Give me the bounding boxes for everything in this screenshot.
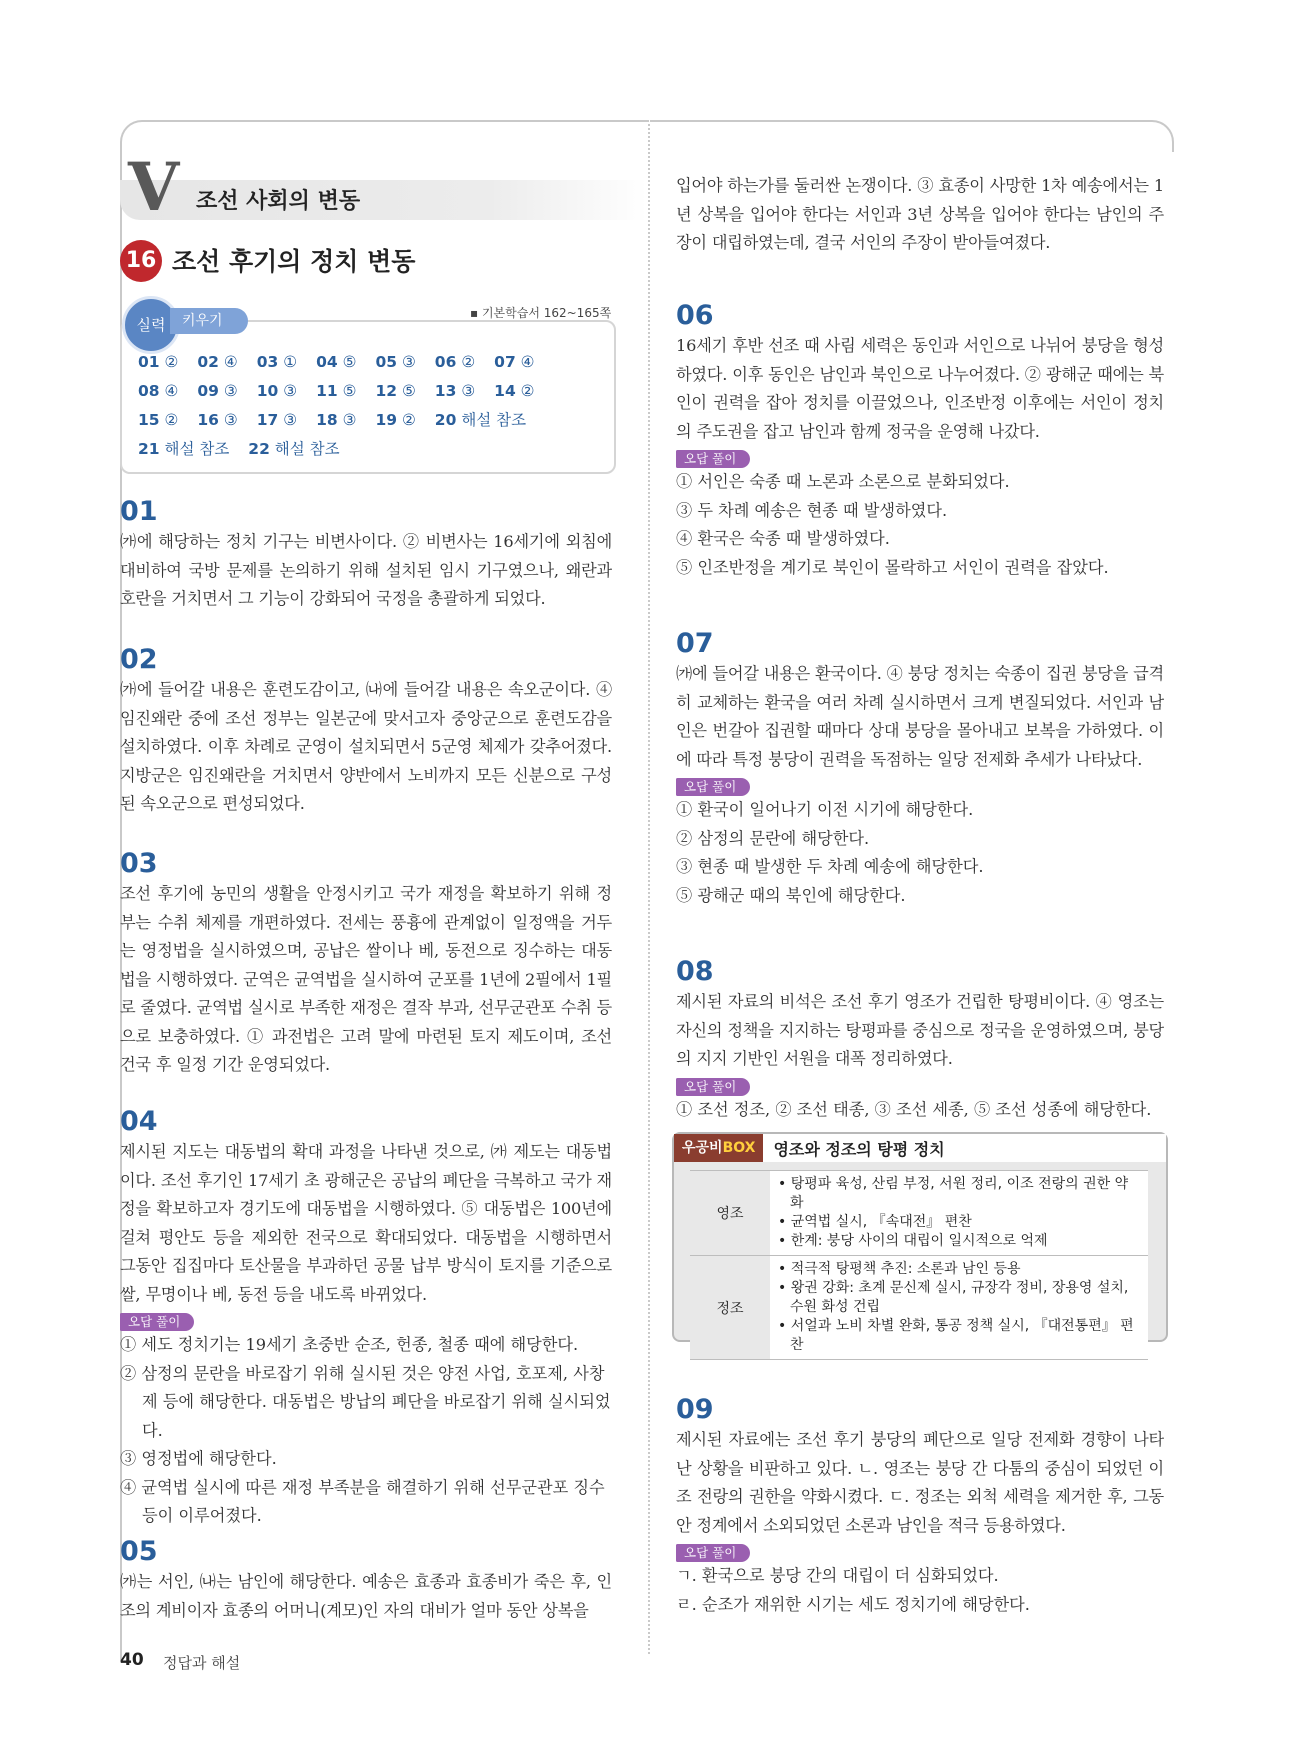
wrong-answer-item: ㄱ. 환국으로 붕당 간의 대립이 더 심화되었다. xyxy=(676,1566,999,1585)
answer-item: 18 ③ xyxy=(316,411,357,429)
wrong-answer-item: ① 조선 정조, ② 조선 태종, ③ 조선 세종, ⑤ 조선 성종에 해당한다. xyxy=(676,1099,1152,1119)
answer-item: 05 ③ xyxy=(375,353,416,371)
wrong-answer-item: ① 서인은 숙종 때 노론과 소론으로 분화되었다. xyxy=(676,472,1010,491)
question-02 xyxy=(120,644,612,819)
question-number: 04 xyxy=(120,1106,158,1137)
explanation-text: ㈎는 서인, ㈏는 남인에 해당한다. 예송은 효종과 효종비가 죽은 후, 인조의 계비이자 효종의 어머니(계모)인 자의 대비가 얼마 동안 상복을 xyxy=(120,1572,612,1620)
answer-item: 10 ③ xyxy=(256,382,298,400)
footer-label: 정답과 해설 xyxy=(163,1654,241,1672)
wrong-answer-item: ③ 현종 때 발생한 두 차례 예송에 해당한다. xyxy=(676,857,984,876)
wrong-answer-label: 오답 풀이 xyxy=(676,450,750,468)
lesson-title: 조선 후기의 정치 변동 xyxy=(172,247,416,276)
summary-box-title: 영조와 정조의 탕평 정치 xyxy=(773,1139,945,1159)
summary-table xyxy=(690,1170,1148,1360)
answer-item: 01 ② xyxy=(138,353,179,371)
policy-cell: • 적극적 탕평책 추진: 소론과 남인 등용 • 왕권 강화: 초계 문신제 실시, 규장각 정비, 장용영 설치, 수원 화성 건립 • 서얼과 노비 차별 완화, 통공 정책 실시, 『대전통편』 편찬 xyxy=(770,1256,1148,1360)
answer-item: 17 ③ xyxy=(256,411,298,429)
question-01 xyxy=(120,496,612,614)
answer-item: 06 ② xyxy=(434,353,476,371)
answer-item: 07 ④ xyxy=(494,353,535,371)
answer-item: 02 ④ xyxy=(197,353,238,371)
summary-box-header xyxy=(674,1134,1166,1162)
answer-item: 21 해설 참조 xyxy=(138,440,230,458)
wrong-answer-item: ④ 균역법 실시에 따른 재정 부족분을 해결하기 위해 선무군관포 징수 등이 이루어졌다. xyxy=(120,1477,605,1525)
chapter-numeral: V xyxy=(128,148,180,226)
page-number: 40 xyxy=(120,1650,144,1670)
explanation-text: ㈎에 들어갈 내용은 환국이다. ④ 붕당 정치는 숙종이 집권 붕당을 급격히 교체하는 환국을 여러 차례 실시하면서 크게 변질되었다. 서인과 남인은 번갈아 집권할 때마다 상대 붕당을 몰아내고 보복을 가하였다. 이에 따라 특정 붕당이 권력을 독점하는 일당 전제화 추세가 나타났다. xyxy=(676,664,1164,769)
question-05 xyxy=(120,1536,612,1625)
answer-item: 14 ② xyxy=(494,382,535,400)
question-number: 07 xyxy=(676,628,714,659)
answer-item: 13 ③ xyxy=(434,382,476,400)
wrong-answer-item: ① 환국이 일어나기 이전 시기에 해당한다. xyxy=(676,800,974,819)
wrong-answer-label: 오답 풀이 xyxy=(676,778,750,796)
explanation-text: ㈎에 들어갈 내용은 훈련도감이고, ㈏에 들어갈 내용은 속오군이다. ④ 임진왜란 중에 조선 정부는 일본군에 맞서고자 중앙군으로 훈련도감을 설치하였다. 이후 차례로 군영이 설치되면서 5군영 체제가 갖추어졌다. 지방군은 임진왜란을 거치면서 양반에서 노비까지 모든 신분으로 구성된 속오군으로 편성되었다. xyxy=(120,680,612,813)
explanation-text: 16세기 후반 선조 때 사림 세력은 동인과 서인으로 나뉘어 붕당을 형성하였다. 이후 동인은 남인과 북인으로 나누어졌다. ② 광해군 때에는 북인이 권력을 잡아 정치를 이끌었으나, 인조반정 이후에는 서인이 정치의 주도권을 잡고 남인과 함께 정국을 운영해 나갔다. xyxy=(676,336,1164,441)
answer-item: 11 ⑤ xyxy=(316,382,357,400)
answer-item: 12 ⑤ xyxy=(375,382,416,400)
king-cell: 정조 xyxy=(690,1256,770,1360)
answer-item: 09 ③ xyxy=(197,382,238,400)
wrong-answer-item: ② 삼정의 문란을 바로잡기 위해 실시된 것은 양전 사업, 호포제, 사창제 등에 해당한다. 대동법은 방납의 폐단을 바로잡기 위해 실시되었다. xyxy=(120,1363,611,1440)
wrong-answer-label: 오답 풀이 xyxy=(120,1313,194,1331)
answer-item: 20 해설 참조 xyxy=(434,411,527,429)
explanation-text: ㈎에 해당하는 정치 기구는 비변사이다. ② 비변사는 16세기에 외침에 대비하여 국방 문제를 논의하기 위해 설치된 임시 기구였으나, 왜란과 호란을 거치면서 그 기능이 강화되어 국정을 총괄하게 되었다. xyxy=(120,532,612,608)
wrong-answer-item: ⑤ 인조반정을 계기로 북인이 몰락하고 서인이 권력을 잡았다. xyxy=(676,557,1109,577)
wrong-answer-item: ③ 영정법에 해당한다. xyxy=(120,1449,277,1468)
explanation-text: 제시된 지도는 대동법의 확대 과정을 나타낸 것으로, ㈎ 제도는 대동법이다. 조선 후기인 17세기 초 광해군은 공납의 폐단을 극복하고 국가 재정을 확보하고자 경기도에 대동법을 시행하였다. ⑤ 대동법은 100년에 걸쳐 평안도 등을 제외한 전국으로 확대되었다. 대동법을 시행하면서 그동안 집집마다 토산물을 부과하던 공물 납부 방식이 토지를 기준으로 쌀, 무명이나 베, 동전 등을 내도록 바뀌었다. xyxy=(120,1142,612,1304)
answer-item: 15 ② xyxy=(138,411,179,429)
answer-item: 16 ③ xyxy=(197,411,238,429)
reference-note: ▪ 기본학습서 162~165쪽 xyxy=(470,306,612,320)
king-cell: 영조 xyxy=(690,1171,770,1256)
question-number: 02 xyxy=(120,644,158,675)
answer-item: 04 ⑤ xyxy=(316,353,357,371)
answer-item: 08 ④ xyxy=(138,382,179,400)
question-number: 09 xyxy=(676,1394,714,1425)
question-number: 01 xyxy=(120,496,158,527)
question-number: 08 xyxy=(676,956,714,987)
chapter-title: 조선 사회의 변동 xyxy=(196,189,361,214)
question-number: 03 xyxy=(120,848,158,879)
explanation-text: 입어야 하는가를 둘러싼 논쟁이다. ③ 효종이 사망한 1차 예송에서는 1년 상복을 입어야 한다는 서인과 3년 상복을 입어야 한다는 남인의 주장이 대립하였는데, 결국 서인의 주장이 받아들여졌다. xyxy=(676,176,1164,252)
wrong-answer-label: 오답 풀이 xyxy=(676,1078,750,1096)
wrong-answer-label: 오답 풀이 xyxy=(676,1544,750,1562)
question-07 xyxy=(676,628,1164,910)
lesson-number-badge: 16 xyxy=(120,240,162,282)
answer-tab-badge: 실력 xyxy=(122,296,180,354)
explanation-text: 제시된 자료에는 조선 후기 붕당의 폐단으로 일당 전제화 경향이 나타난 상황을 비판하고 있다. ㄴ. 영조는 붕당 간 다툼의 중심이 되었던 이조 전랑의 권한을 약화시켰다. ㄷ. 정조는 외척 세력을 제거한 후, 그동안 정계에서 소외되었던 소론과 남인을 적극 등용하였다. xyxy=(676,1430,1164,1535)
question-04 xyxy=(120,1106,612,1531)
question-03 xyxy=(120,848,612,1080)
wrong-answer-item: ① 세도 정치기는 19세기 초중반 순조, 헌종, 철종 때에 해당한다. xyxy=(120,1335,579,1354)
question-number: 05 xyxy=(120,1536,158,1567)
policy-cell: • 탕평파 육성, 산림 부정, 서원 정리, 이조 전랑의 권한 약화 • 균역법 실시, 『속대전』 편찬 • 한계: 붕당 사이의 대립이 일시적으로 억제 xyxy=(770,1171,1148,1256)
wrong-answer-item: ㄹ. 순조가 재위한 시기는 세도 정치기에 해당한다. xyxy=(676,1594,1030,1614)
answer-item: 19 ② xyxy=(375,411,416,429)
answer-tab-label: 키우기 xyxy=(170,308,248,334)
wrong-answer-item: ③ 두 차례 예송은 현종 때 발생하였다. xyxy=(676,500,948,520)
explanation-text: 조선 후기에 농민의 생활을 안정시키고 국가 재정을 확보하기 위해 정부는 수취 체제를 개편하였다. 전세는 풍흉에 관계없이 일정액을 거두는 영정법을 실시하였으며, 공납은 쌀이나 베, 동전으로 징수하는 대동법을 시행하였다. 군역은 균역법을 실시하여 군포를 1년에 2필에서 1필로 줄였다. 균역법 실시로 부족한 재정은 결작 부과, 선무군관포 수취 등으로 보충하였다. ① 과전법은 고려 말에 마련된 토지 제도이며, 조선 건국 후 일정 기간 운영되었다. xyxy=(120,884,612,1074)
answer-item: 03 ① xyxy=(256,353,298,371)
summary-box-tag: 우공비BOX xyxy=(674,1134,763,1162)
question-05-continued xyxy=(676,172,1164,258)
table-row xyxy=(690,1171,1148,1256)
table-row xyxy=(690,1256,1148,1360)
summary-box xyxy=(672,1132,1168,1353)
column-divider xyxy=(648,124,650,1654)
answer-item: 22 해설 참조 xyxy=(248,440,340,458)
question-number: 06 xyxy=(676,300,714,331)
question-09 xyxy=(676,1394,1164,1619)
question-08 xyxy=(676,956,1164,1124)
wrong-answer-item: ⑤ 광해군 때의 북인에 해당한다. xyxy=(676,885,906,905)
wrong-answer-item: ④ 환국은 숙종 때 발생하였다. xyxy=(676,529,890,548)
question-06 xyxy=(676,300,1164,582)
answer-key-grid xyxy=(138,348,600,464)
explanation-text: 제시된 자료의 비석은 조선 후기 영조가 건립한 탕평비이다. ④ 영조는 자신의 정책을 지지하는 탕평파를 중심으로 정국을 운영하였으며, 붕당의 지지 기반인 서원을 대폭 정리하였다. xyxy=(676,992,1164,1068)
right-column-frame xyxy=(650,120,1174,152)
wrong-answer-item: ② 삼정의 문란에 해당한다. xyxy=(676,828,870,848)
